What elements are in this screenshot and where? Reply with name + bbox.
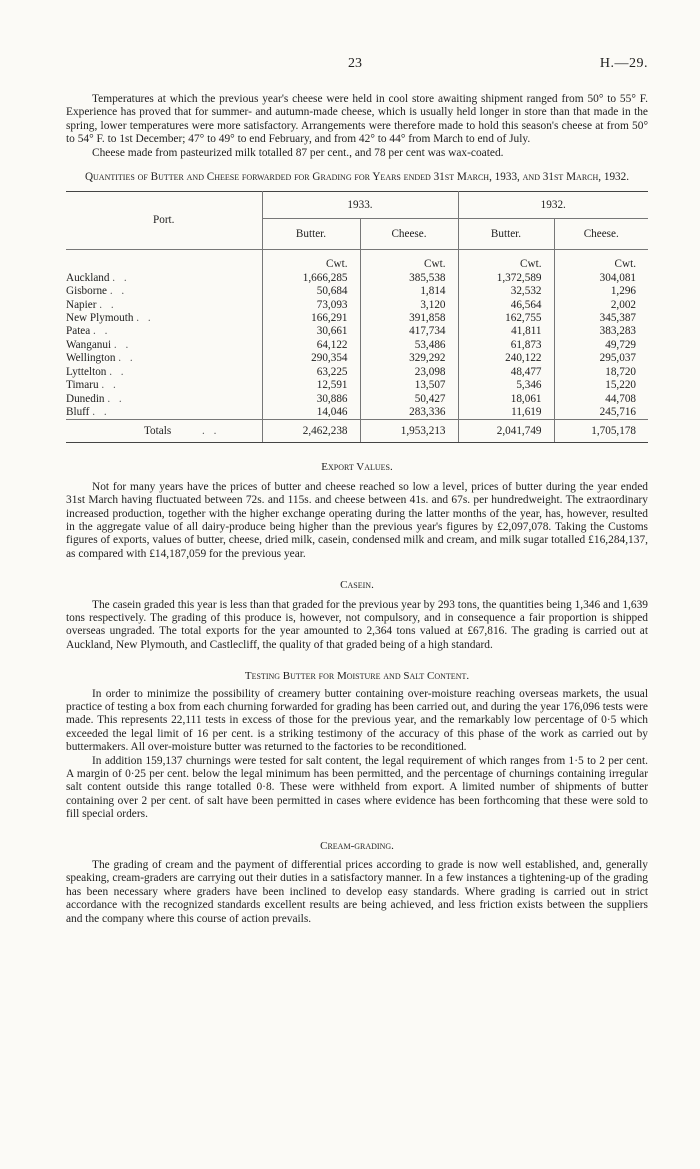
cheese-1932-cell: 18,720 [554, 366, 648, 379]
quantities-table [66, 191, 648, 443]
port-cell [66, 339, 262, 352]
export-values-title: Export Values. [321, 461, 393, 474]
cheese-1933-cell: 329,292 [360, 352, 458, 365]
leader-dots: . . [93, 325, 111, 338]
cheese-1933-cell: 417,734 [360, 325, 458, 338]
testing-section [66, 670, 648, 821]
butter-1932-cell: 5,346 [458, 379, 554, 392]
butter-1933-cell: 30,886 [262, 393, 360, 406]
export-values-section [66, 461, 648, 561]
butter-1932-cell: 46,564 [458, 299, 554, 312]
port-cell [66, 272, 262, 285]
butter-1932-cell: 162,755 [458, 312, 554, 325]
intro-paragraph-2: Cheese made from pasteurized milk totalled 87 per cent., and 78 per cent was wax-coated. [92, 146, 504, 159]
cream-grading-section [66, 840, 648, 926]
unit-label: Cwt. [360, 250, 458, 272]
cream-grading-paragraph: The grading of cream and the payment of differential prices according to grade is now well established, and, generally speaking, cream-graders are carrying out their duties in a satisfactory manner. In a few instances a tightening-up of the grading has been necessary where graders have been inclined to develop easy standards. Where grading is carried out in strict accordance with the recognized standards excellent results are being achieved, and less friction exists between the suppliers and the company where this course of action prevails. [66, 859, 648, 925]
port-name: Lyttelton [66, 365, 107, 378]
casein-section [66, 579, 648, 652]
butter-1932-cell: 32,532 [458, 285, 554, 298]
leader-dots: . . [136, 312, 154, 325]
cream-grading-title: Cream-grading. [320, 839, 394, 852]
butter-1933-cell: 1,666,285 [262, 272, 360, 285]
unit-label: Cwt. [554, 250, 648, 272]
leader-dots: . . [99, 298, 117, 311]
table-row [66, 325, 648, 338]
leader-dots: . . [113, 338, 132, 351]
casein-title: Casein. [340, 579, 374, 592]
table-row [66, 366, 648, 379]
cheese-1933-header: Cheese. [360, 219, 458, 250]
port-name: Napier [66, 298, 97, 311]
totals-label-cell [66, 420, 262, 443]
butter-1933-cell: 73,093 [262, 299, 360, 312]
leader-dots: . . [118, 352, 136, 365]
cheese-1932-cell: 383,283 [554, 325, 648, 338]
cheese-1932-cell: 345,387 [554, 312, 648, 325]
butter-1932-cell: 18,061 [458, 393, 554, 406]
table-row [66, 379, 648, 392]
total-cheese-1932: 1,705,178 [554, 420, 648, 443]
port-cell [66, 312, 262, 325]
port-name: Auckland [66, 271, 110, 284]
port-cell [66, 393, 262, 406]
export-values-paragraph: Not for many years have the prices of butter and cheese reached so low a level, prices of butter during the year ended 31st March having fluctuated between 72s. and 115s. and cheese between 41s. and 67s. per hundredweight. The extraordinary increased production, together with the higher exchange operating during the latter months of the year, has, however, resulted in the aggregate value of all dairy-produce being higher than the previous year's figures by £2,097,078. Taking the Customs figures of exports, values of butter, cheese, dried milk, casein, condensed milk and cream, and milk sugar totalled £16,284,137, as compared with £14,187,059 for the previous year. [66, 480, 648, 560]
cheese-1932-header: Cheese. [554, 219, 648, 250]
testing-paragraph-2: In addition 159,137 churnings were tested for salt content, the legal requirement of which ranges from 1·5 to 2 per cent. A margin of 0·25 per cent. below the legal minimum has been permitted, and the percentage of churnings containing irregular salt content outside this range totalled 0·8. These were withheld from export. A limited number of shipments of butter containing over 2 per cent. of salt have been permitted in cases where evidence has been forthcoming that these were sold to fill special orders. [66, 754, 648, 821]
table-row [66, 299, 648, 312]
port-name: Patea [66, 325, 91, 338]
total-cheese-1933: 1,953,213 [360, 420, 458, 443]
year-1932-header: 1932. [458, 192, 648, 219]
butter-1933-cell: 12,591 [262, 379, 360, 392]
table-row [66, 393, 648, 406]
butter-1933-cell: 290,354 [262, 352, 360, 365]
port-cell [66, 406, 262, 420]
leader-dots: . . [92, 405, 110, 418]
butter-1933-cell: 166,291 [262, 312, 360, 325]
cheese-1933-cell: 23,098 [360, 366, 458, 379]
unit-label: Cwt. [458, 250, 554, 272]
page-header [66, 0, 648, 80]
butter-1932-cell: 1,372,589 [458, 272, 554, 285]
cheese-1932-cell: 2,002 [554, 299, 648, 312]
butter-1933-cell: 14,046 [262, 406, 360, 420]
casein-paragraph: The casein graded this year is less than that graded for the previous year by 293 tons, the quantities being 1,346 and 1,639 tons respectively. The grading of this produce is, however, not compulsory, and in consequence a fair proportion is shipped overseas ungraded. The total exports for the year amounted to 2,364 tons valued at £67,816. The grading is carried out at Auckland, New Plymouth, and Castlecliff, the quality of that graded being of a high standard. [66, 598, 648, 651]
cheese-1932-cell: 295,037 [554, 352, 648, 365]
butter-1933-header: Butter. [262, 219, 360, 250]
butter-1932-header: Butter. [458, 219, 554, 250]
document-reference: H.—29. [599, 56, 648, 71]
butter-1932-cell: 11,619 [458, 406, 554, 420]
butter-1933-cell: 63,225 [262, 366, 360, 379]
port-name: Timaru [66, 379, 99, 392]
port-name: Wanganui [66, 338, 112, 351]
leader-dots: . . [201, 424, 220, 437]
port-name: Wellington [66, 352, 116, 365]
totals-row [66, 420, 648, 443]
leader-dots: . . [107, 392, 125, 405]
table-title: Quantities of Butter and Cheese forwarded for Grading for Years ended 31st March, 1933, and 31st March, 1932. [84, 171, 630, 184]
port-cell [66, 366, 262, 379]
leader-dots: . . [101, 379, 119, 392]
page-number: 23 [348, 56, 362, 71]
cheese-1932-cell: 15,220 [554, 379, 648, 392]
port-cell [66, 299, 262, 312]
cheese-1933-cell: 53,486 [360, 339, 458, 352]
cheese-1932-cell: 44,708 [554, 393, 648, 406]
document-page [66, 0, 648, 926]
testing-title: Testing Butter for Moisture and Salt Content. [244, 670, 470, 683]
unit-label: Cwt. [262, 250, 360, 272]
port-name: Dunedin [66, 392, 105, 405]
leader-dots: . . [109, 365, 127, 378]
butter-1933-cell: 50,684 [262, 285, 360, 298]
port-cell [66, 352, 262, 365]
cheese-1933-cell: 391,858 [360, 312, 458, 325]
total-butter-1932: 2,041,749 [458, 420, 554, 443]
butter-1932-cell: 61,873 [458, 339, 554, 352]
table-row [66, 352, 648, 365]
leader-dots: . . [109, 285, 128, 298]
testing-paragraph-1: In order to minimize the possibility of creamery butter containing over-moisture reaching overseas markets, the usual practice of testing a box from each churning forwarded for grading has been carried out, and during the year 176,096 tests were made. This represents 22,111 tests in excess of those for the previous year, and the remarkably low percentage of 0·5 which exceeded the legal limit of 16 per cent. is a striking testimony of the accuracy of this phase of the work as carried out by buttermakers. All over-moisture butter was returned to the factories to be reconditioned. [66, 687, 648, 754]
butter-1932-cell: 41,811 [458, 325, 554, 338]
intro-section [66, 93, 648, 160]
table-row [66, 272, 648, 285]
butter-1933-cell: 30,661 [262, 325, 360, 338]
table-row [66, 406, 648, 420]
port-cell [66, 325, 262, 338]
port-column-header: Port. [66, 192, 262, 250]
port-name: Gisborne [66, 285, 108, 298]
leader-dots: . . [112, 271, 130, 284]
table-body [66, 272, 648, 420]
table-row [66, 312, 648, 325]
totals-label: Totals [144, 424, 172, 437]
intro-paragraph-1: Temperatures at which the previous year's cheese were held in cool store awaiting shipment ranged from 50° to 55° F. Experience has proved that for summer- and autumn-made cheese, which is usually held longer in store than that made in the spring, lower temperatures were more satisfactory. Arrangements were therefore made to hold this season's cheese at from 50° to 54° F. to 1st December; 47° to 49° to end February, and from 42° to 44° from March to end of July. [66, 93, 648, 146]
cheese-1932-cell: 49,729 [554, 339, 648, 352]
table-row [66, 285, 648, 298]
butter-1932-cell: 48,477 [458, 366, 554, 379]
year-1933-header: 1933. [262, 192, 458, 219]
cheese-1932-cell: 245,716 [554, 406, 648, 420]
cheese-1933-cell: 3,120 [360, 299, 458, 312]
cheese-1933-cell: 283,336 [360, 406, 458, 420]
cheese-1933-cell: 50,427 [360, 393, 458, 406]
cheese-1933-cell: 1,814 [360, 285, 458, 298]
butter-1933-cell: 64,122 [262, 339, 360, 352]
butter-1932-cell: 240,122 [458, 352, 554, 365]
cheese-1932-cell: 1,296 [554, 285, 648, 298]
cheese-1933-cell: 13,507 [360, 379, 458, 392]
port-name: Bluff [66, 405, 90, 418]
table-row [66, 339, 648, 352]
port-cell [66, 379, 262, 392]
cheese-1933-cell: 385,538 [360, 272, 458, 285]
total-butter-1933: 2,462,238 [262, 420, 360, 443]
port-name: New Plymouth [66, 312, 134, 325]
cheese-1932-cell: 304,081 [554, 272, 648, 285]
port-cell [66, 285, 262, 298]
